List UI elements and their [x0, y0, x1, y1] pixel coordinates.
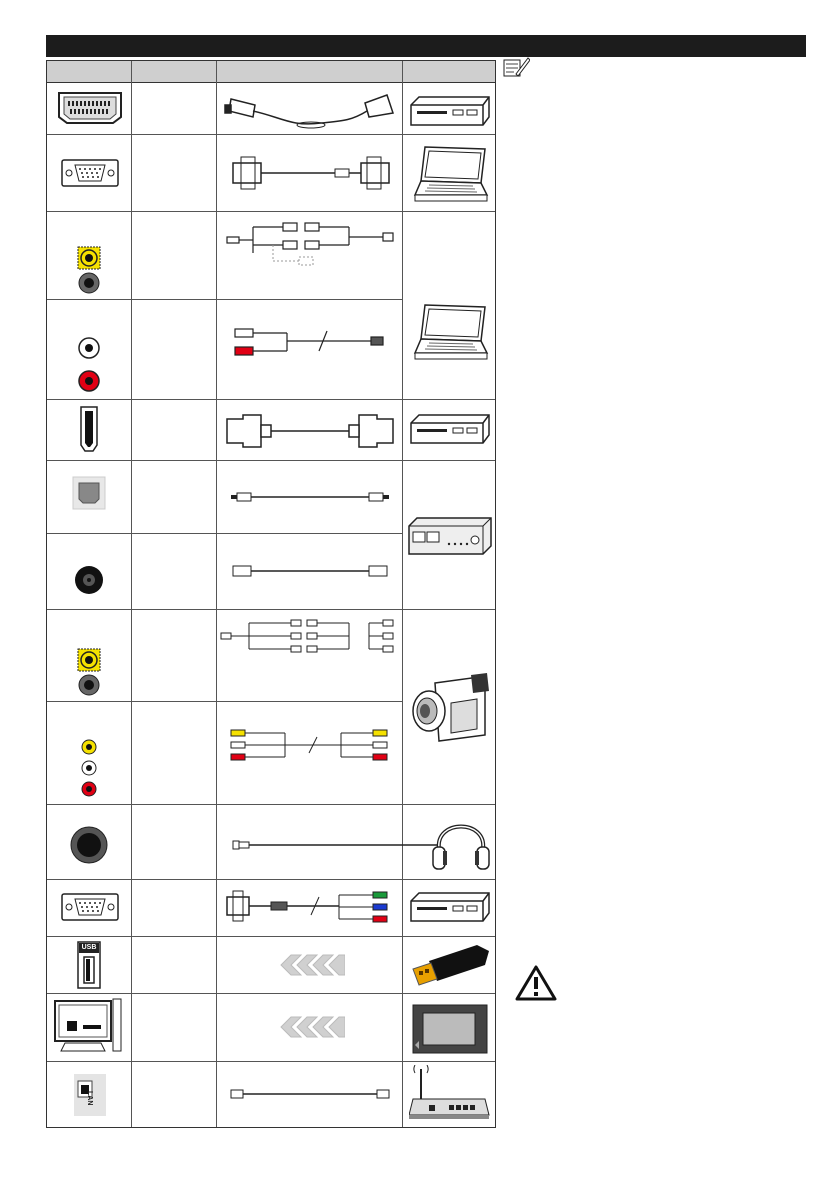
dvd-player-icon: [409, 95, 491, 127]
video-in-jack-icon: [77, 246, 101, 296]
rca-to-jack-av-cable-icon: [223, 217, 399, 269]
optical-spdif-port-icon: [72, 476, 106, 510]
vga-to-component-cable-icon: [223, 887, 397, 927]
optical-cable-icon: [227, 489, 393, 505]
camcorder-icon: [409, 669, 491, 749]
title-bar: [46, 35, 806, 57]
vga-cable-icon: [227, 155, 393, 191]
router-icon: [409, 1065, 491, 1123]
av-split-cable-icon: [219, 617, 399, 661]
ethernet-cable-icon: [227, 1087, 393, 1101]
table-header: [47, 61, 495, 83]
laptop-icon: [411, 145, 489, 207]
ci-module-icon: [411, 1003, 489, 1055]
coaxial-cable-icon: [227, 563, 393, 579]
av-in-jack-icon: [77, 648, 101, 698]
av-rca-cable-icon: [223, 725, 395, 765]
insert-arrows-icon: [273, 953, 345, 977]
coaxial-out-port-icon: [73, 564, 105, 596]
hdmi-port-icon: [77, 405, 101, 453]
headphone-jack-icon: [69, 825, 109, 865]
component-vga-port-icon: [61, 893, 119, 921]
usb-port-icon: [77, 941, 101, 989]
laptop-icon: [411, 303, 489, 365]
warning-triangle-icon: [515, 964, 557, 1007]
headphones-icon: [431, 809, 491, 873]
usb-stick-icon: [407, 941, 491, 989]
connection-table: [46, 60, 496, 1128]
vga-port-icon: [61, 159, 119, 187]
scart-cable-icon: [221, 87, 397, 131]
rca-audio-cable-icon: [227, 323, 393, 363]
dvd-player-icon: [409, 413, 491, 445]
pencil-note-icon: [500, 54, 530, 85]
audio-lr-in-icon: [78, 337, 100, 393]
ci-slot-icon: [53, 997, 127, 1057]
lan-port-icon: [73, 1073, 107, 1117]
usb-port-label: USB: [81, 944, 97, 951]
lan-port-label: LAN: [86, 1091, 93, 1106]
dvd-player-icon: [409, 891, 491, 923]
headphone-cable-icon: [227, 837, 437, 853]
av-rca-ports-icon: [81, 739, 97, 797]
hdmi-cable-icon: [223, 411, 397, 451]
audio-amplifier-icon: [407, 516, 493, 556]
insert-arrows-icon: [273, 1015, 345, 1039]
scart-port-icon: [55, 87, 125, 127]
